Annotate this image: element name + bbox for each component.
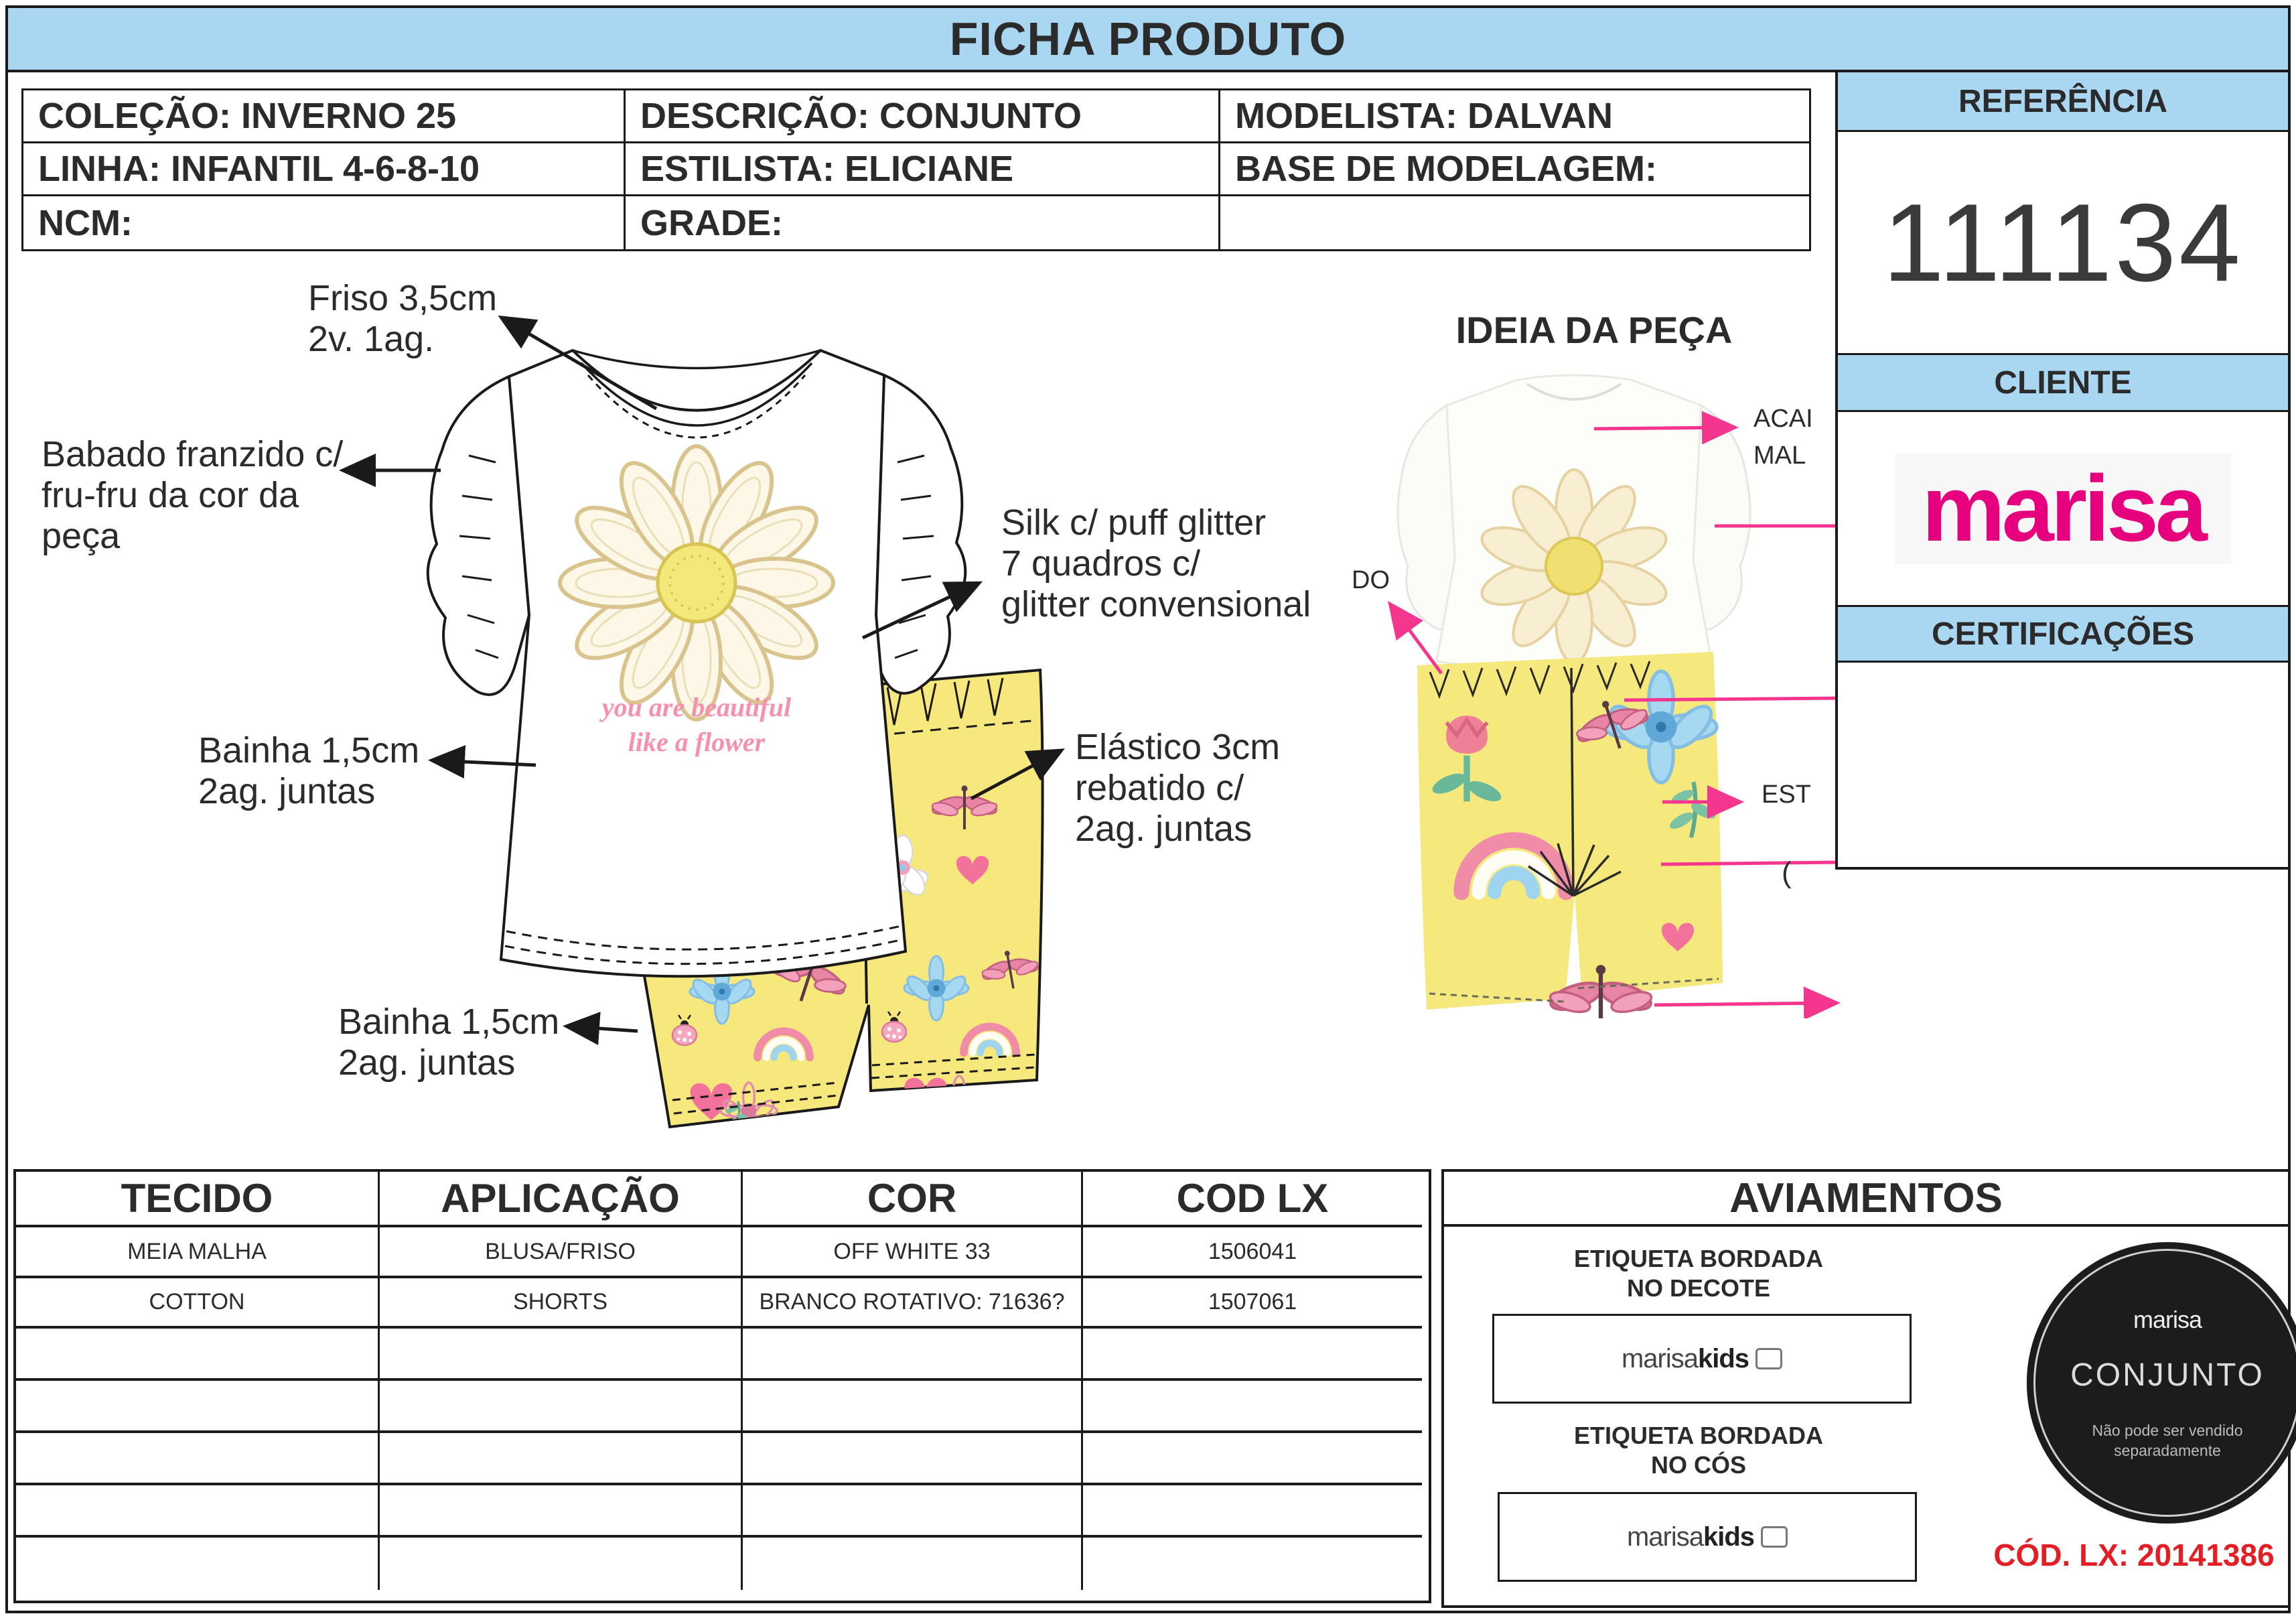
- table-cell: 1507061: [1083, 1278, 1422, 1329]
- table-cell-empty: [16, 1433, 380, 1485]
- table-cell-empty: [1083, 1485, 1422, 1538]
- page-title: FICHA PRODUTO: [949, 13, 1347, 65]
- table-cell: SHORTS: [380, 1278, 743, 1329]
- table-cell-empty: [743, 1381, 1083, 1433]
- idea-section-title: IDEIA DA PEÇA: [1455, 309, 1733, 351]
- table-cell-empty: [16, 1538, 380, 1590]
- referencia-value: 111134: [1838, 132, 2288, 355]
- table-cell-empty: [1083, 1329, 1422, 1381]
- col-tecido: TECIDO: [16, 1172, 380, 1227]
- table-cell-empty: [1083, 1538, 1422, 1590]
- tag-cos-box: [1498, 1492, 1917, 1582]
- idea-label-paren: (: [1782, 856, 1792, 889]
- aviamentos-title: AVIAMENTOS: [1444, 1172, 2288, 1227]
- cell-empty: [1220, 196, 1809, 249]
- table-cell-empty: [16, 1329, 380, 1381]
- annotation-bainha-shorts: Bainha 1,5cm 2ag. juntas: [338, 1002, 560, 1083]
- etiqueta-cos-label: ETIQUETA BORDADA NO CÓS: [1574, 1422, 1823, 1479]
- header-info-table: [21, 88, 1811, 251]
- table-cell: BRANCO ROTATIVO: 71636?: [743, 1278, 1083, 1329]
- cell-descricao: DESCRIÇÃO: CONJUNTO: [626, 90, 1220, 143]
- col-aplicacao: APLICAÇÃO: [380, 1172, 743, 1227]
- annotation-bainha-blusa: Bainha 1,5cm 2ag. juntas: [198, 730, 420, 811]
- annotation-babado: Babado franzido c/ fru-fru da cor da peça: [42, 434, 344, 556]
- idea-label-acabamento: ACAI MAL: [1753, 405, 1813, 470]
- idea-label-do: DO: [1352, 566, 1390, 594]
- cell-estilista: ESTILISTA: ELICIANE: [626, 143, 1220, 196]
- seal-note: Não pode ser vendido separadamente: [2092, 1421, 2243, 1459]
- table-cell-empty: [743, 1538, 1083, 1590]
- table-cell-empty: [380, 1381, 743, 1433]
- shirt-print-text: you are beautiful like a flower: [601, 692, 792, 757]
- conjunto-seal: [2027, 1242, 2296, 1524]
- seal-brand: marisa: [2133, 1305, 2202, 1333]
- referencia-header: REFERÊNCIA: [1838, 72, 2288, 132]
- table-cell: MEIA MALHA: [16, 1227, 380, 1278]
- cliente-header: CLIENTE: [1838, 355, 2288, 412]
- aviamentos-panel: [1441, 1169, 2291, 1608]
- table-cell-empty: [380, 1329, 743, 1381]
- annotation-friso: Friso 3,5cm 2v. 1ag.: [308, 278, 498, 359]
- cod-lx-text: CÓD. LX: 20141386: [1993, 1538, 2275, 1572]
- table-cell-empty: [743, 1485, 1083, 1538]
- certificacoes-box: [1838, 663, 2288, 867]
- cell-colecao: COLEÇÃO: INVERNO 25: [23, 90, 626, 143]
- marisa-logo: marisa: [1895, 453, 2230, 564]
- certificacoes-header: CERTIFICAÇÕES: [1838, 607, 2288, 663]
- cell-ncm: NCM:: [23, 196, 626, 249]
- col-cor: COR: [743, 1172, 1083, 1227]
- annotation-elastico: Elástico 3cm rebatido c/ 2ag. juntas: [1075, 727, 1281, 849]
- reference-panel: [1835, 70, 2291, 870]
- marisakids-tag-logo: marisa kids: [1622, 1344, 1782, 1374]
- table-cell-empty: [16, 1381, 380, 1433]
- table-cell: COTTON: [16, 1278, 380, 1329]
- table-cell: 1506041: [1083, 1227, 1422, 1278]
- marisakids-tag-logo: marisa kids: [1627, 1522, 1788, 1552]
- table-cell-empty: [743, 1433, 1083, 1485]
- table-cell-empty: [743, 1329, 1083, 1381]
- idea-label-est: EST: [1762, 781, 1811, 809]
- title-bar: [5, 5, 2291, 72]
- cell-grade: GRADE:: [626, 196, 1220, 249]
- cell-modelista: MODELISTA: DALVAN: [1220, 90, 1809, 143]
- col-codlx: COD LX: [1083, 1172, 1422, 1227]
- table-cell-empty: [16, 1485, 380, 1538]
- cliente-box: [1838, 412, 2288, 607]
- tag-badge-icon: [1755, 1348, 1782, 1369]
- annotation-silk: Silk c/ puff glitter 7 quadros c/ glitter convensional: [1001, 502, 1311, 624]
- cell-linha: LINHA: INFANTIL 4-6-8-10: [23, 143, 626, 196]
- table-cell-empty: [1083, 1381, 1422, 1433]
- tag-decote-box: [1492, 1314, 1912, 1404]
- table-cell: OFF WHITE 33: [743, 1227, 1083, 1278]
- table-cell-empty: [1083, 1433, 1422, 1485]
- table-cell-empty: [380, 1433, 743, 1485]
- table-cell: BLUSA/FRISO: [380, 1227, 743, 1278]
- etiqueta-decote-label: ETIQUETA BORDADA NO DECOTE: [1574, 1245, 1823, 1302]
- materials-table: [13, 1169, 1431, 1603]
- seal-product: CONJUNTO: [2070, 1357, 2265, 1393]
- table-cell-empty: [380, 1538, 743, 1590]
- table-cell-empty: [380, 1485, 743, 1538]
- tag-badge-icon: [1761, 1526, 1788, 1548]
- cell-base-modelagem: BASE DE MODELAGEM:: [1220, 143, 1809, 196]
